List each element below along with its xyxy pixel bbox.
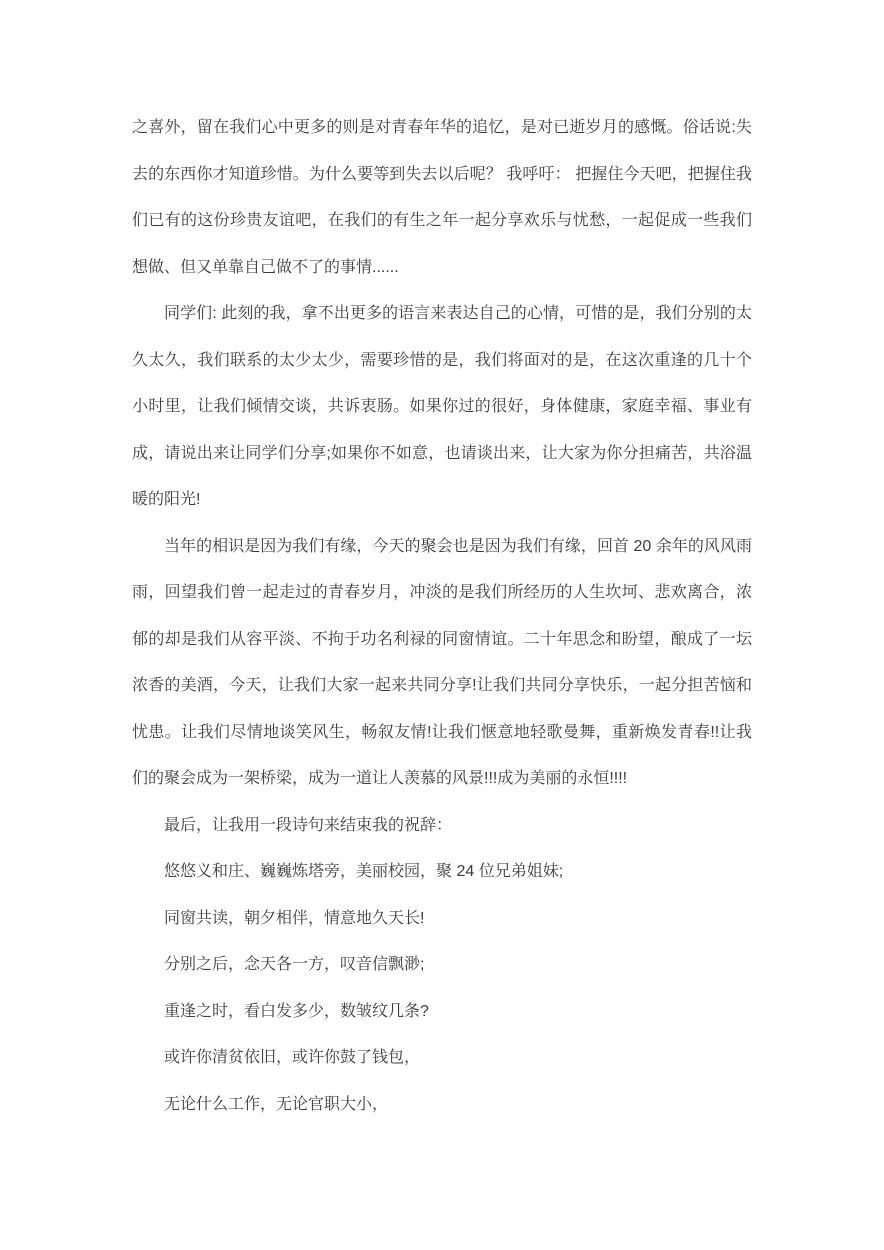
paragraph: 最后，让我用一段诗句来结束我的祝辞： bbox=[164, 816, 453, 834]
paragraph: 重逢之时，看白发多少，数皱纹几条? bbox=[164, 1002, 429, 1020]
paragraph: 分别之后，念天各一方，叹音信飘渺; bbox=[164, 956, 425, 973]
document-body bbox=[132, 105, 752, 1128]
paragraph: 无论什么工作，无论官职大小， bbox=[164, 1095, 389, 1113]
paragraph: 或许你清贫依旧，或许你鼓了钱包， bbox=[164, 1049, 421, 1066]
paragraph: 之喜外，留在我们心中更多的则是对青春年华的追忆，是对已逝岁月的感慨。俗话说:失去的东西你才知道珍惜。为什么要等到失去以后呢？ 我呼吁： 把握住今天吧，把握住我们已有的这份珍贵友谊吧，在我们的有生之年一起分享欢乐与忧愁，一起促成一些我们想做、但又单靠自己做不了的事情...... bbox=[132, 119, 752, 276]
paragraph: 当年的相识是因为我们有缘，今天的聚会也是因为我们有缘，回首 20 余年的风风雨雨，回望我们曾一起走过的青春岁月，冲淡的是我们所经历的人生坎坷、悲欢离合，浓郁的却是我们从容平淡、不拘于功名利禄的同窗情谊。二十年思念和盼望，酿成了一坛浓香的美酒，今天，让我们大家一起来共同分享!让我们共同分享快乐，一起分担苦恼和忧患。让我们尽情地谈笑风生，畅叙友情!让我们惬意地轻歌曼舞，重新焕发青春!!让我们的聚会成为一架桥梁，成为一道让人羡慕的风景!!!成为美丽的永恒!!!! bbox=[132, 537, 752, 787]
paragraph: 同学们: 此刻的我，拿不出更多的语言来表达自己的心情，可惜的是，我们分别的太久太久，我们联系的太少太少，需要珍惜的是，我们将面对的是，在这次重逢的几十个小时里，让我们倾情交谈，共诉衷肠。如果你过的很好，身体健康，家庭幸福、事业有成，请说出来让同学们分享;如果你不如意，也请谈出来，让大家为你分担痛苦，共浴温暖的阳光! bbox=[132, 305, 752, 508]
paragraph: 同窗共读，朝夕相伴，情意地久天长! bbox=[164, 909, 425, 927]
paragraph: 悠悠义和庄、巍巍炼塔旁，美丽校园，聚 24 位兄弟姐妹; bbox=[164, 863, 564, 880]
